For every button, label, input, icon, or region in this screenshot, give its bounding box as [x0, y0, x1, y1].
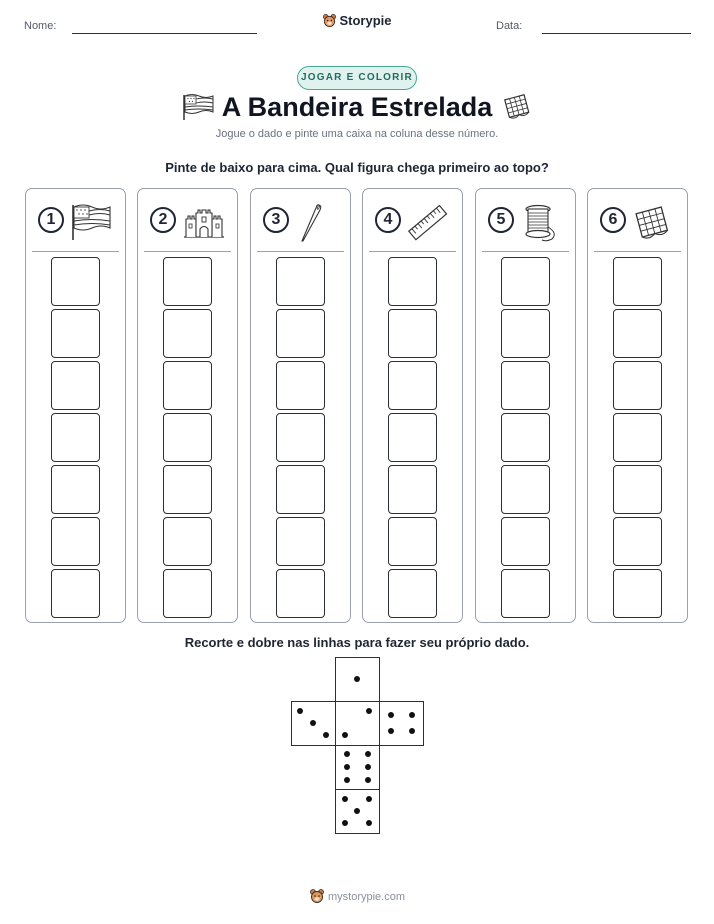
color-box[interactable]	[501, 569, 550, 618]
flag-icon	[70, 203, 112, 246]
color-box[interactable]	[276, 361, 325, 410]
color-box[interactable]	[51, 413, 100, 462]
color-box[interactable]	[501, 361, 550, 410]
die-face	[335, 701, 380, 746]
column-1	[25, 188, 126, 623]
color-box[interactable]	[276, 569, 325, 618]
die-pip	[365, 751, 371, 757]
column-5	[475, 188, 576, 623]
die-pip	[388, 728, 394, 734]
color-box[interactable]	[276, 309, 325, 358]
column-header	[596, 203, 682, 241]
die-pip	[409, 712, 415, 718]
color-box[interactable]	[501, 517, 550, 566]
color-box[interactable]	[276, 257, 325, 306]
color-box[interactable]	[388, 361, 437, 410]
die-face	[291, 701, 336, 746]
color-box[interactable]	[613, 465, 662, 514]
color-box[interactable]	[613, 569, 662, 618]
date-label: Data:	[496, 20, 523, 32]
color-box[interactable]	[276, 465, 325, 514]
column-divider	[144, 251, 231, 252]
footer	[0, 888, 714, 907]
column-6	[587, 188, 688, 623]
color-box[interactable]	[163, 465, 212, 514]
name-line[interactable]	[72, 33, 257, 34]
footer-url[interactable]: mystorypie.com	[327, 891, 406, 903]
castle-icon	[182, 203, 226, 246]
column-header	[34, 203, 120, 241]
color-box[interactable]	[163, 517, 212, 566]
color-box[interactable]	[501, 465, 550, 514]
ruler-icon	[407, 203, 449, 248]
color-box[interactable]	[388, 309, 437, 358]
die-pip	[344, 777, 350, 783]
color-box[interactable]	[613, 361, 662, 410]
die-pip	[310, 720, 316, 726]
color-box[interactable]	[613, 309, 662, 358]
die-pip	[366, 796, 372, 802]
category-badge: JOGAR E COLORIR	[297, 66, 417, 90]
die-pip	[388, 712, 394, 718]
color-box[interactable]	[388, 569, 437, 618]
color-box[interactable]	[388, 413, 437, 462]
color-box[interactable]	[51, 361, 100, 410]
column-number: 6	[600, 207, 626, 233]
bear-icon	[322, 13, 337, 31]
die-pip	[366, 820, 372, 826]
color-box[interactable]	[501, 309, 550, 358]
name-label: Nome:	[24, 20, 57, 32]
column-divider	[257, 251, 344, 252]
date-line[interactable]	[542, 33, 691, 34]
die-pip	[366, 708, 372, 714]
column-4	[362, 188, 463, 623]
die-pip	[354, 676, 360, 682]
color-box[interactable]	[501, 413, 550, 462]
die-face	[379, 701, 424, 746]
die-face	[335, 657, 380, 702]
column-divider	[369, 251, 456, 252]
color-box[interactable]	[51, 257, 100, 306]
brand-name: Storypie	[339, 13, 392, 28]
color-box[interactable]	[388, 517, 437, 566]
column-header	[259, 203, 345, 241]
quilt-icon	[502, 92, 532, 127]
color-box[interactable]	[163, 309, 212, 358]
die-pip	[342, 796, 348, 802]
column-number: 1	[38, 207, 64, 233]
color-box[interactable]	[163, 569, 212, 618]
color-box[interactable]	[163, 361, 212, 410]
color-box[interactable]	[51, 569, 100, 618]
page-title: A Bandeira Estrelada	[221, 92, 493, 122]
thread-spool-icon	[520, 203, 560, 248]
column-number: 5	[488, 207, 514, 233]
color-box[interactable]	[51, 309, 100, 358]
column-divider	[32, 251, 119, 252]
die-pip	[354, 808, 360, 814]
die-pip	[297, 708, 303, 714]
color-box[interactable]	[51, 517, 100, 566]
column-number: 3	[263, 207, 289, 233]
color-box[interactable]	[613, 517, 662, 566]
die-pip	[344, 751, 350, 757]
column-3	[250, 188, 351, 623]
color-box[interactable]	[388, 465, 437, 514]
color-box[interactable]	[501, 257, 550, 306]
subtitle: Jogue o dado e pinte uma caixa na coluna desse número.	[215, 128, 499, 140]
color-box[interactable]	[276, 517, 325, 566]
die-pip	[342, 820, 348, 826]
color-box[interactable]	[51, 465, 100, 514]
color-box[interactable]	[163, 257, 212, 306]
bear-icon	[309, 888, 325, 907]
color-box[interactable]	[163, 413, 212, 462]
column-header	[484, 203, 570, 241]
column-header	[371, 203, 457, 241]
brand-logo	[0, 13, 714, 31]
die-pip	[344, 764, 350, 770]
column-2	[137, 188, 238, 623]
die-pip	[409, 728, 415, 734]
die-face	[335, 745, 380, 790]
column-number: 4	[375, 207, 401, 233]
column-divider	[594, 251, 681, 252]
die-pip	[365, 764, 371, 770]
column-header	[146, 203, 232, 241]
column-number: 2	[150, 207, 176, 233]
needle-icon	[295, 203, 325, 248]
die-face	[335, 789, 380, 834]
die-pip	[365, 777, 371, 783]
die-pip	[323, 732, 329, 738]
color-box[interactable]	[276, 413, 325, 462]
die-instruction: Recorte e dobre nas linhas para fazer seu próprio dado.	[184, 635, 530, 650]
quilt-icon	[632, 203, 672, 248]
instruction: Pinte de baixo para cima. Qual figura chega primeiro ao topo?	[165, 160, 549, 175]
color-box[interactable]	[388, 257, 437, 306]
color-box[interactable]	[613, 413, 662, 462]
column-divider	[482, 251, 569, 252]
die-pip	[342, 732, 348, 738]
color-box[interactable]	[613, 257, 662, 306]
